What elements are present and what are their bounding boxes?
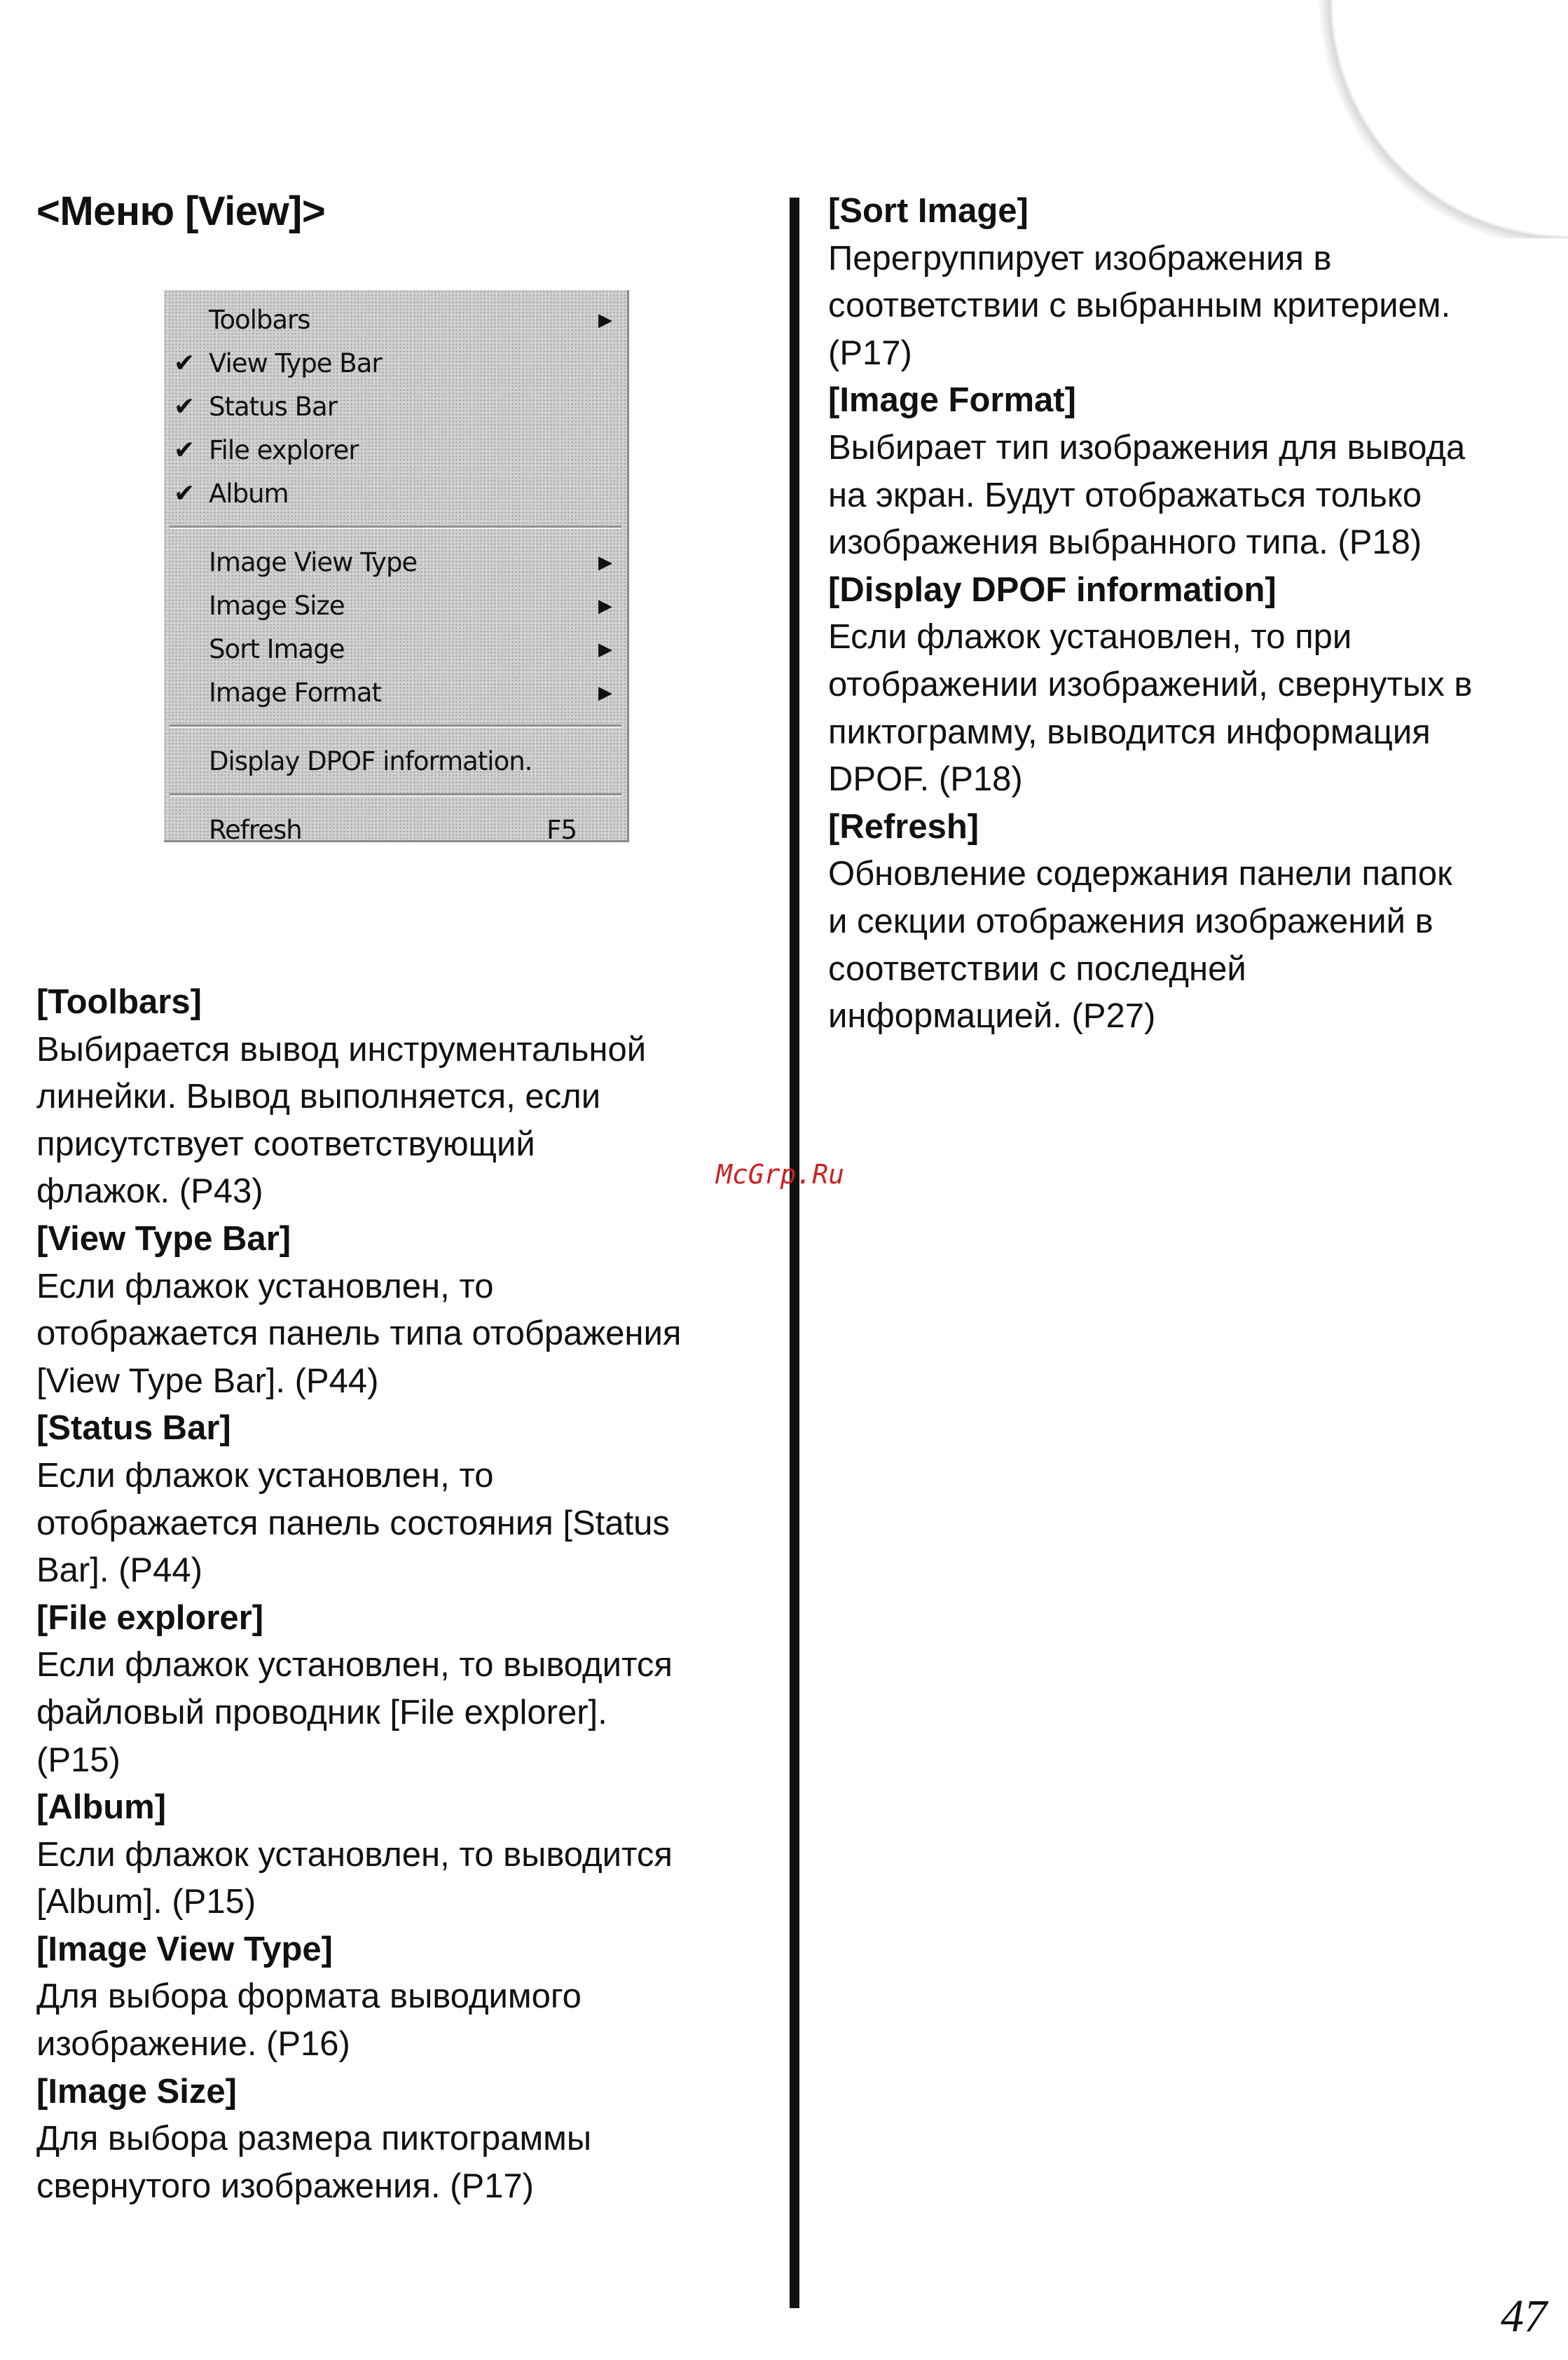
section-text-line: соответствии с выбранным критерием.: [828, 287, 1451, 325]
menu-item-image-format[interactable]: [164, 671, 627, 715]
menu-item-refresh[interactable]: [164, 809, 627, 852]
view-menu-screenshot: [164, 290, 629, 845]
section-title: [View Type Bar]: [36, 1219, 291, 1258]
section-text-line: Выбирает тип изображения для вывода: [828, 428, 1466, 467]
menu-item-label: Display DPOF information.: [209, 746, 532, 776]
submenu-arrow-icon: ▶: [598, 596, 612, 617]
section-text-line: изображение. (P16): [36, 2025, 350, 2064]
submenu-arrow-icon: ▶: [598, 552, 612, 573]
menu-separator: [170, 725, 621, 728]
section-text-line: изображения выбранного типа. (P18): [828, 523, 1422, 562]
section-title: [Image Size]: [36, 2072, 237, 2111]
section-text-line: отображается панель типа отображения: [36, 1315, 682, 1353]
section-text-line: Если флажок установлен, то при: [828, 618, 1352, 657]
section-text-line: и секции отображения изображений в: [828, 902, 1433, 940]
section-text-line: свернутого изображения. (P17): [36, 2167, 534, 2205]
section-text-line: [View Type Bar]. (P44): [36, 1361, 379, 1400]
checkmark-icon: ✔: [174, 479, 195, 508]
menu-item-image-size[interactable]: [164, 584, 627, 628]
section-text-line: Для выбора размера пиктограммы: [36, 2120, 592, 2158]
section-text-line: отображается панель состояния [Status: [36, 1504, 670, 1542]
section-title: [Refresh]: [828, 807, 979, 846]
page-heading: <Меню [View]>: [36, 188, 326, 234]
section-text-line: флажок. (P43): [36, 1172, 263, 1211]
checkmark-icon: ✔: [174, 392, 195, 421]
menu-item-label: Image Size: [209, 591, 345, 621]
menu-item-sort-image[interactable]: [164, 628, 627, 671]
page-number: 47: [1501, 2291, 1547, 2342]
section-text-line: линейки. Вывод выполняется, если: [36, 1078, 601, 1116]
section-text-line: (P17): [828, 334, 912, 372]
menu-separator: [170, 526, 621, 529]
section-title: [Display DPOF information]: [828, 570, 1277, 609]
section-text-line: файловый проводник [File explorer].: [36, 1693, 607, 1731]
menu-item-label: Refresh: [209, 815, 302, 845]
menu-item-album[interactable]: [164, 472, 627, 516]
section-text-line: Обновление содержания панели папок: [828, 855, 1452, 893]
section-text-line: на экран. Будут отображаться только: [828, 476, 1422, 514]
section-text-line: Если флажок установлен, то выводится: [36, 1835, 673, 1874]
shortcut-label: F5: [546, 815, 577, 845]
section-text-line: DPOF. (P18): [828, 760, 1023, 799]
section-text-line: соответствии с последней: [828, 949, 1246, 988]
right-column: [828, 188, 1550, 1041]
menu-item-label: Toolbars: [209, 305, 310, 335]
section-title: [Sort Image]: [828, 192, 1029, 230]
submenu-arrow-icon: ▶: [598, 639, 612, 660]
section-text-line: информацией. (P27): [828, 997, 1156, 1036]
menu-item-display-dpof-information[interactable]: [164, 740, 627, 783]
section-text-line: Bar]. (P44): [36, 1551, 202, 1590]
section-text-line: Для выбора формата выводимого: [36, 1977, 582, 2016]
menu-item-image-view-type[interactable]: [164, 541, 627, 584]
submenu-arrow-icon: ▶: [598, 682, 612, 704]
section-text-line: Выбирается вывод инструментальной: [36, 1030, 647, 1069]
submenu-arrow-icon: ▶: [598, 310, 612, 331]
menu-item-label: Album: [209, 479, 289, 509]
section-text-line: [Album]. (P15): [36, 1883, 256, 1921]
menu-item-view-type-bar[interactable]: [164, 342, 627, 385]
section-text-line: Перегруппирует изображения в: [828, 239, 1332, 277]
section-text-line: (P15): [36, 1741, 121, 1779]
menu-item-label: Status Bar: [209, 392, 337, 422]
menu-item-toolbars[interactable]: [164, 299, 627, 342]
menu-item-status-bar[interactable]: [164, 385, 627, 429]
section-text-line: пиктограмму, выводится информация: [828, 713, 1431, 751]
section-title: [Image View Type]: [36, 1930, 333, 1968]
section-text-line: отображении изображений, свернутых в: [828, 665, 1473, 704]
checkmark-icon: ✔: [174, 349, 195, 378]
menu-item-label: View Type Bar: [209, 348, 382, 378]
column-divider: [790, 198, 799, 2308]
section-text-line: Если флажок установлен, то выводится: [36, 1646, 673, 1685]
section-title: [Album]: [36, 1788, 167, 1827]
section-title: [Toolbars]: [36, 983, 202, 1021]
menu-item-label: File explorer: [209, 435, 359, 465]
section-title: [Status Bar]: [36, 1409, 231, 1448]
menu-item-label: Image View Type: [209, 547, 418, 577]
menu-item-file-explorer[interactable]: [164, 429, 627, 472]
checkmark-icon: ✔: [174, 436, 195, 465]
section-text-line: присутствует соответствующий: [36, 1125, 535, 1163]
watermark: McGrp.Ru: [716, 1159, 845, 1190]
section-text-line: Если флажок установлен, то: [36, 1267, 494, 1305]
section-title: [Image Format]: [828, 381, 1076, 420]
section-text-line: Если флажок установлен, то: [36, 1456, 494, 1495]
menu-separator: [170, 793, 621, 797]
section-title: [File explorer]: [36, 1598, 264, 1637]
menu-item-label: Image Format: [209, 678, 382, 708]
left-column: [36, 979, 772, 2210]
menu-item-label: Sort Image: [209, 634, 345, 664]
